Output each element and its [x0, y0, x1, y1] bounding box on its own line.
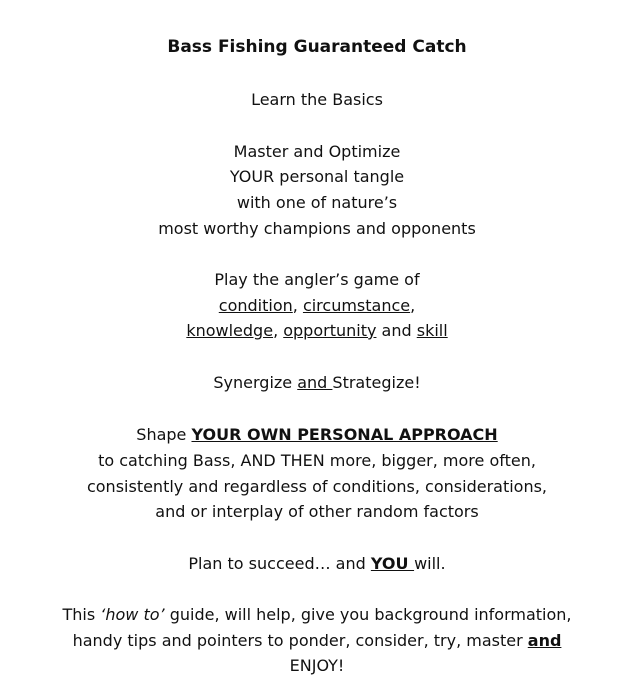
and-underlined-text: and — [297, 373, 333, 392]
guide-line-3: ENJOY! — [289, 656, 345, 675]
circumstance-text: circumstance — [302, 296, 411, 315]
master-line-2: YOUR personal tangle — [229, 167, 405, 186]
synergize-line — [0, 373, 634, 393]
plan-text: Plan to succeed… and — [188, 554, 371, 573]
and-text: and — [376, 321, 417, 340]
synergize-text: Synergize — [213, 373, 298, 392]
condition-text: condition — [218, 296, 293, 315]
plan-line — [0, 554, 634, 574]
will-text: will. — [414, 554, 446, 573]
tips-text: handy tips and pointers to ponder, consider, try, master — [72, 631, 528, 650]
master-line-1: Master and Optimize — [233, 142, 401, 161]
play-line-1: Play the angler’s game of — [214, 270, 420, 289]
shape-text: Shape — [136, 425, 192, 444]
skill-text: skill — [416, 321, 448, 340]
knowledge-text: knowledge — [186, 321, 274, 340]
comma-text: , — [410, 296, 416, 315]
master-line-4: most worthy champions and opponents — [158, 219, 476, 238]
shape-line-1 — [0, 425, 634, 445]
shape-line-2: to catching Bass, AND THEN more, bigger, more often, — [98, 451, 536, 470]
comma-text: , — [273, 321, 284, 340]
personal-approach-text: YOUR OWN PERSONAL APPROACH — [191, 425, 498, 444]
comma-text: , — [292, 296, 303, 315]
and-bold-text: and — [527, 631, 562, 650]
master-line-3: with one of nature’s — [236, 193, 398, 212]
play-line-2 — [0, 296, 634, 316]
opportunity-text: opportunity — [283, 321, 377, 340]
shape-line-3: consistently and regardless of conditions, considerations, — [86, 477, 548, 496]
play-line-3 — [0, 321, 634, 341]
guide-text: guide, will help, give you background information, — [164, 605, 572, 624]
how-to-text: ‘how to’ — [100, 605, 165, 624]
document-title: Bass Fishing Guaranteed Catch — [167, 37, 467, 57]
guide-line-1 — [0, 605, 634, 625]
this-text: This — [62, 605, 101, 624]
you-text: YOU — [370, 554, 415, 573]
subtitle: Learn the Basics — [251, 90, 383, 109]
shape-line-4: and or interplay of other random factors — [155, 502, 479, 521]
strategize-text: Strategize! — [332, 373, 421, 392]
guide-line-2 — [0, 631, 634, 651]
